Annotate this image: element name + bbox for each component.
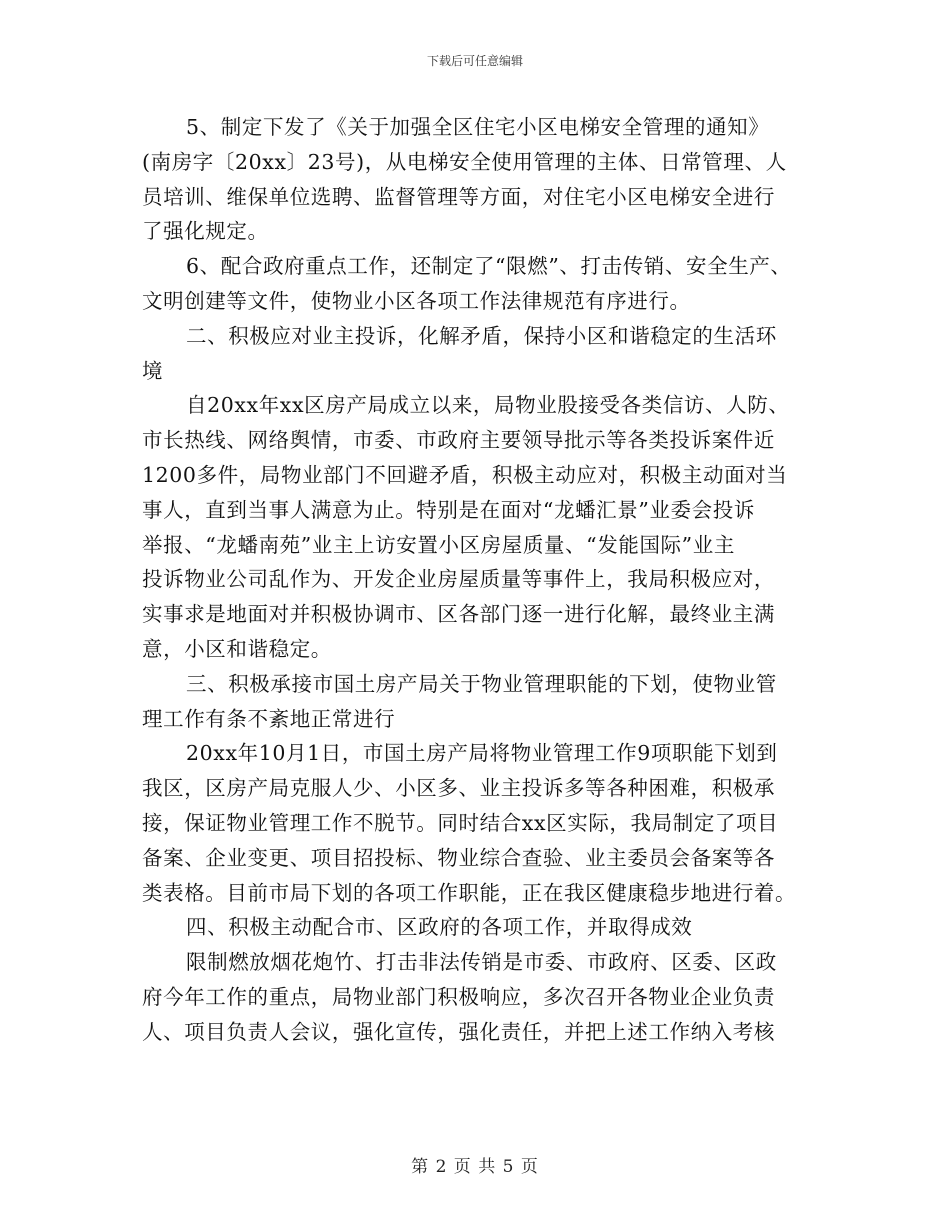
text-line: 理工作有条不紊地正常进行 xyxy=(142,706,396,731)
header-note: 下载后可任意编辑 xyxy=(426,54,523,68)
text-line: 1200多件，局物业部门不回避矛盾，积极主动应对，积极主动面对当 xyxy=(142,462,788,487)
text-line: 类表格。目前市局下划的各项工作职能，正在我区健康稳步地进行着。 xyxy=(142,880,797,905)
text-line: 限制燃放烟花炮竹、打击非法传销是市委、市政府、区委、区政 xyxy=(186,950,777,975)
text-line: 实事求是地面对并积极协调市、区各部门逐一进行化解，最终业主满 xyxy=(142,602,775,627)
paragraph xyxy=(142,736,802,910)
document-body xyxy=(142,110,802,1050)
text-line: 文明创建等文件，使物业小区各项工作法律规范有序进行。 xyxy=(142,288,691,313)
text-line: 府今年工作的重点，局物业部门积极响应，多次召开各物业企业负责 xyxy=(142,984,775,1009)
text-line: 员培训、维保单位选聘、监督管理等方面，对住宅小区电梯安全进行 xyxy=(142,184,775,209)
text-line: 6、配合政府重点工作，还制定了“限燃”、打击传销、安全生产、 xyxy=(186,254,792,279)
section-heading xyxy=(142,910,802,945)
text-line: 投诉物业公司乱作为、开发企业房屋质量等事件上，我局积极应对， xyxy=(142,567,775,592)
paragraph xyxy=(142,110,802,249)
section-heading xyxy=(142,319,802,389)
paragraph xyxy=(142,388,802,666)
section-heading xyxy=(142,667,802,737)
text-line: 我区，区房产局克服人少、小区多、业主投诉多等各种困难，积极承 xyxy=(142,776,775,801)
text-line: 5、制定下发了《关于加强全区住宅小区电梯安全管理的通知》 xyxy=(186,115,770,139)
text-line: 四、积极主动配合市、区政府的各项工作，并取得成效 xyxy=(186,915,693,940)
text-line: 二、积极应对业主投诉，化解矛盾，保持小区和谐稳定的生活环 xyxy=(186,323,777,348)
text-line: 自20xx年xx区房产局成立以来，局物业股接受各类信访、人防、 xyxy=(186,393,790,418)
text-line: 境 xyxy=(142,358,164,383)
text-line: 人、项目负责人会议，强化宣传，强化责任，并把上述工作纳入考核 xyxy=(142,1019,775,1044)
text-line: 备案、企业变更、项目招投标、物业综合查验、业主委员会备案等各 xyxy=(142,845,775,870)
text-line: 三、积极承接市国土房产局关于物业管理职能的下划，使物业管 xyxy=(186,671,777,696)
text-line: 举报、“龙蟠南苑”业主上访安置小区房屋质量、“发能国际”业主 xyxy=(142,532,735,557)
paragraph xyxy=(142,249,802,319)
page-number: 第 2 页 共 5 页 xyxy=(411,1157,539,1177)
paragraph xyxy=(142,945,802,1049)
text-line: (南房字〔20xx〕23号)，从电梯安全使用管理的主体、日常管理、人 xyxy=(142,149,787,174)
text-line: 市长热线、网络舆情，市委、市政府主要领导批示等各类投诉案件近 xyxy=(142,428,775,453)
text-line: 20xx年10月1日，市国土房产局将物业管理工作9项职能下划到 xyxy=(186,741,778,766)
text-line: 接，保证物业管理工作不脱节。同时结合xx区实际，我局制定了项目 xyxy=(142,810,779,835)
text-line: 了强化规定。 xyxy=(142,219,269,244)
text-line: 事人，直到当事人满意为止。特别是在面对“龙蟠汇景”业委会投诉 xyxy=(142,497,755,522)
text-line: 意，小区和谐稳定。 xyxy=(142,636,332,661)
